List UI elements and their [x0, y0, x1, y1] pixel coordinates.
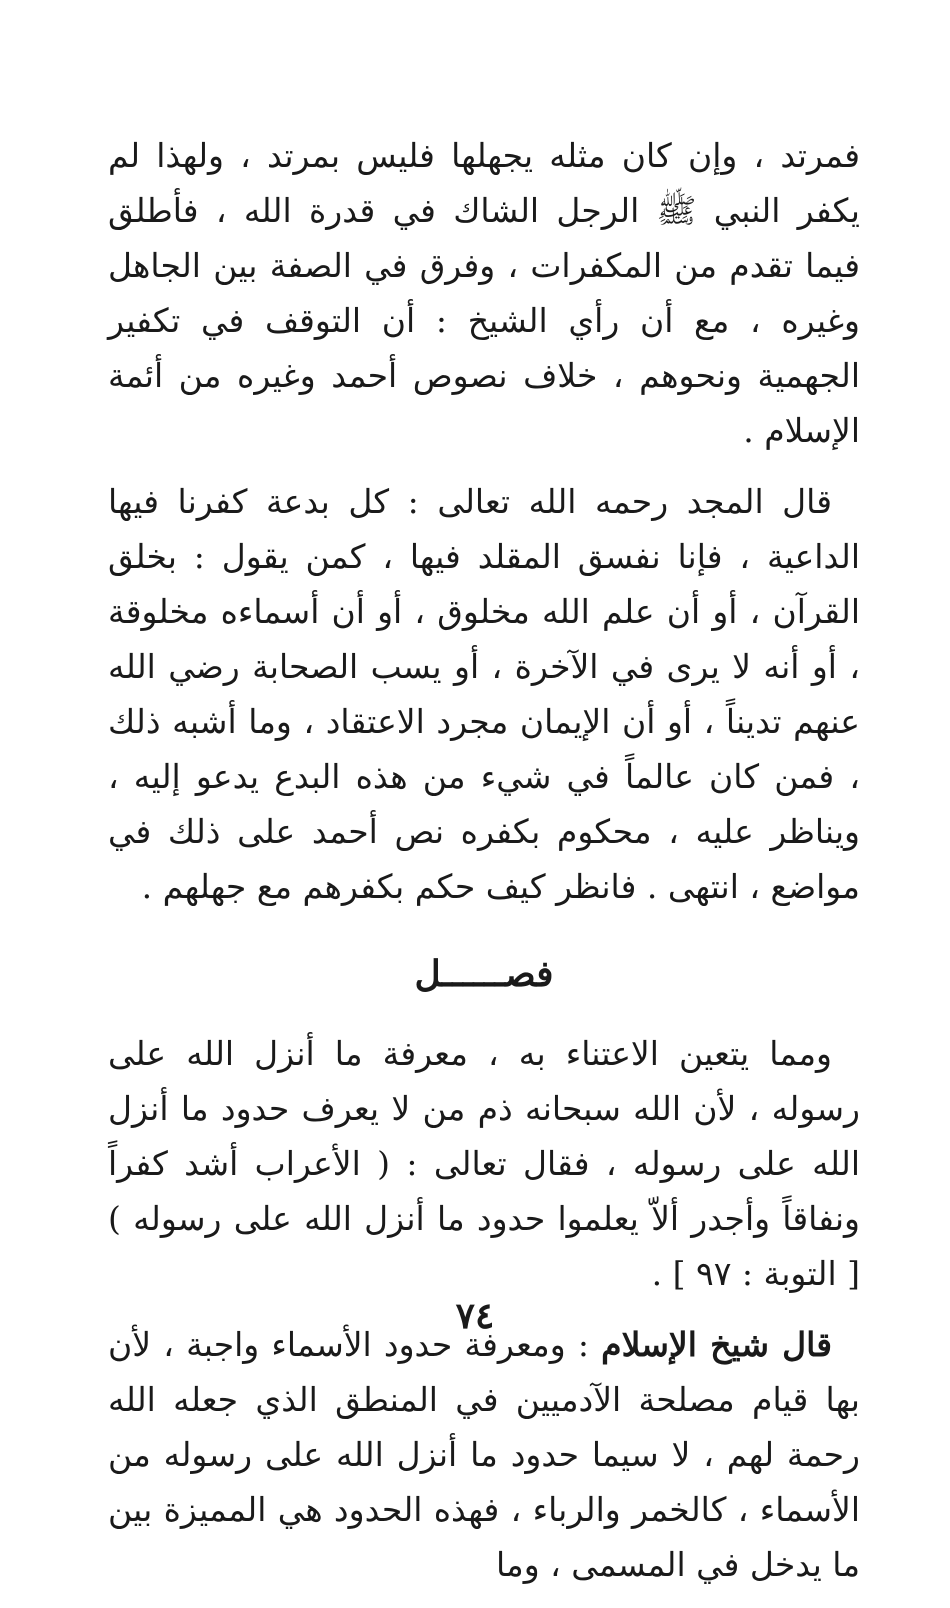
section-heading: فصــــــل [414, 953, 554, 995]
paragraph-4 [108, 1317, 860, 1592]
paragraph-2: قال المجد رحمه الله تعالى : كل بدعة كفرنا فيها الداعية ، فإنا نفسق المقلد فيها ، كمن يقول : بخلق القرآن ، أو أن علم الله مخلوق ، أو أن أسماءه مخلوقة ، أو أنه لا يرى في الآخرة ، أو يسب الصحابة رضي الله عنهم تديناً ، أو أن الإيمان مجرد الاعتقاد ، وما أشبه ذلك ، فمن كان عالماً في شيء من هذه البدع يدعو إليه ، ويناظر عليه ، محكوم بكفره نص أحمد على ذلك في مواضع ، انتهى . فانظر كيف حكم بكفرهم مع جهلهم . [108, 482, 861, 906]
paragraph-1: فمرتد ، وإن كان مثله يجهلها فليس بمرتد ، ولهذا لم يكفر النبي ﷺ الرجل الشاك في قدرة الله ، فأطلق فيما تقدم من المكفرات ، وفرق في الصفة بين الجاهل وغيره ، مع أن رأي الشيخ : أن التوقف في تكفير الجهمية ونحوهم ، خلاف نصوص أحمد وغيره من أئمة الإسلام . [108, 136, 860, 450]
page-body [108, 128, 860, 1608]
paragraph-4-text: : ومعرفة حدود الأسماء واجبة ، لأن بها قيام مصلحة الآدميين في المنطق الذي جعله الله رحمة لهم ، لا سيما حدود ما أنزل الله على رسوله من الأسماء ، كالخمر والرباء ، فهذه الحدود هي المميزة بين ما يدخل في المسمى ، وما [108, 1325, 860, 1584]
page-number: ٧٤ [455, 1295, 495, 1337]
paragraph-3: ومما يتعين الاعتناء به ، معرفة ما أنزل الله على رسوله ، لأن الله سبحانه ذم من لا يعرف حدود ما أنزل الله على رسوله ، فقال تعالى : ( الأعراب أشد كفراً ونفاقاً وأجدر ألاّ يعلموا حدود ما أنزل الله على رسوله ) [ التوبة : ٩٧ ] . [108, 1034, 860, 1293]
paragraph-4-lead: قال شيخ الإسلام [601, 1325, 832, 1364]
